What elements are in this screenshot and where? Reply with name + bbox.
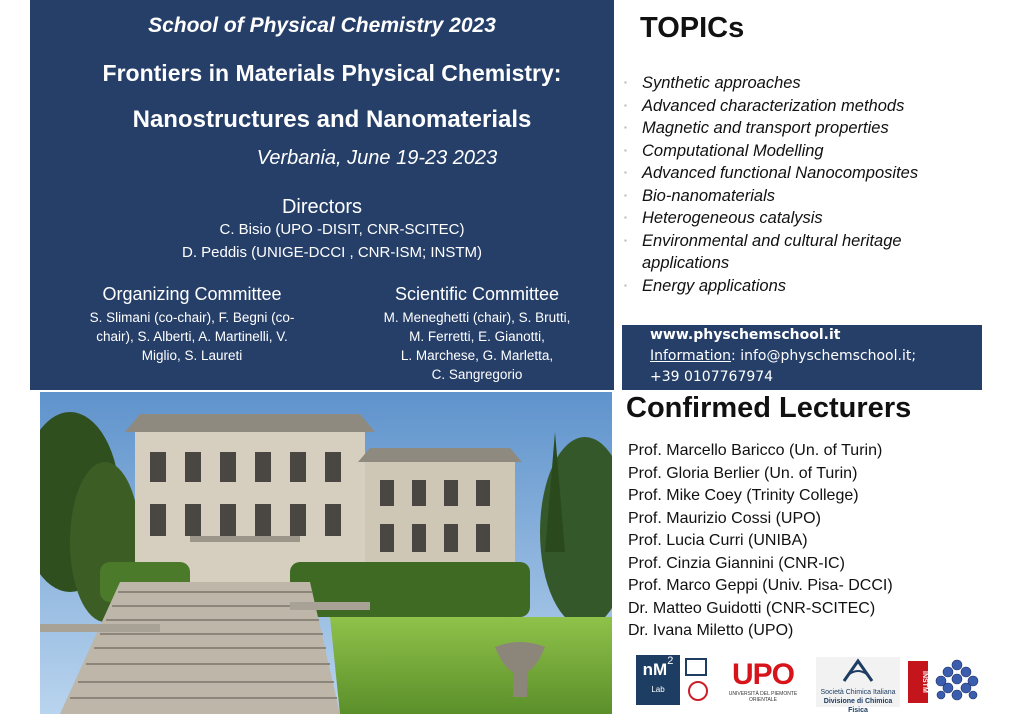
instm-logo: INSTM [908,661,928,703]
phone-number: +39 0107767974 [650,369,774,385]
header-panel [30,0,614,390]
molecule-cluster-icon [932,657,982,707]
sci-line-2: Divisione di Chimica Fisica [823,698,893,714]
school-name: School of Physical Chemistry 2023 [148,14,496,37]
villa-photo [40,392,612,714]
topics-list [622,72,982,297]
topic-item: ▪ Advanced functional Nanocomposites [622,162,982,185]
villa-roof [358,448,522,462]
info-line [622,346,982,367]
topic-item: ▪ Synthetic approaches [622,72,982,95]
lecturers-heading: Confirmed Lecturers [626,392,912,424]
director-item: C. Bisio (UPO -DISIT, CNR-SCITEC) [219,221,465,238]
upo-text: UPO [731,658,794,691]
scientific-line: L. Marchese, G. Marletta, [400,348,554,363]
lecturer-item: Dr. Ivana Miletto (UPO) [628,622,794,639]
organizing-line: Miglio, S. Laureti [141,348,243,363]
lecturers-list [628,440,893,643]
title-line-2: Nanostructures and Nanomaterials [132,106,532,133]
info-box [622,325,982,390]
topic-item: ▪ Heterogeneous catalysis [622,207,982,230]
website-link[interactable]: www.physchemschool.it [650,327,841,343]
nm2-sub: Lab [651,685,665,694]
email-link[interactable]: : info@physchemschool.it; [731,348,917,364]
nm2-text: nM [642,660,668,679]
topic-item: ▪ Magnetic and transport properties [622,117,982,140]
balustrade [40,624,160,632]
organizing-line: chair), S. Alberti, A. Martinelli, V. [96,329,288,344]
information-label: Information [650,348,732,364]
sponsor-logos [636,655,986,714]
title-line-1: Frontiers in Materials Physical Chemistry: [102,60,562,86]
scientific-heading: Scientific Committee [394,284,560,304]
lecturer-item: Prof. Marco Geppi (Univ. Pisa- DCCI) [628,577,893,594]
small-emblem-icon [684,657,712,705]
balcony [190,536,300,542]
organizing-members [52,308,332,365]
lecturer-item: Prof. Gloria Berlier (Un. of Turin) [628,464,858,482]
lecturer-item: Prof. Mike Coey (Trinity College) [628,487,859,504]
lecturer-item: Prof. Marcello Baricco (Un. of Turin) [628,442,883,459]
nm2-lab-logo [636,655,680,705]
organizing-heading: Organizing Committee [102,284,282,304]
director-item: D. Peddis (UNIGE-DCCI , CNR-ISM; INSTM) [181,244,482,261]
topic-item-continuation: applications [642,254,730,272]
scientific-line: M. Meneghetti (chair), S. Brutti, [383,310,571,325]
topics-heading: TOPICs [640,12,745,44]
scientific-line: C. Sangregorio [431,367,523,382]
lecturer-item: Prof. Maurizio Cossi (UPO) [628,509,821,527]
lecturer-item: Prof. Cinzia Giannini (CNR-IC) [628,554,845,572]
nm2-sup: 2 [667,655,674,667]
lawn [330,617,612,714]
topic-item: ▪ Energy applications [622,275,982,298]
lecturer-item: Dr. Matteo Guidotti (CNR-SCITEC) [628,599,876,617]
scientific-members [350,308,604,384]
topic-item: ▪ Advanced characterization methods [622,95,982,118]
sci-line-1: Società Chimica Italiana [820,689,896,696]
sci-logo [816,657,900,714]
organizing-line: S. Slimani (co-chair), F. Begni (co- [89,310,295,325]
sci-emblem-icon [838,657,878,683]
villa-roof [125,414,375,432]
topic-item: ▪ Environmental and cultural heritage [622,230,982,253]
topic-item: ▪ Computational Modelling [622,140,982,163]
upo-subtitle: UNIVERSITÀ DEL PIEMONTE ORIENTALE [728,691,798,703]
lecturer-item: Prof. Lucia Curri (UNIBA) [628,532,808,549]
directors-heading: Directors [281,196,362,218]
scientific-line: M. Ferretti, E. Gianotti, [409,329,545,344]
balustrade [290,602,370,610]
topic-item: ▪ Bio-nanomaterials [622,185,982,208]
upo-logo [718,659,808,703]
venue-date: Verbania, June 19-23 2023 [256,147,498,169]
